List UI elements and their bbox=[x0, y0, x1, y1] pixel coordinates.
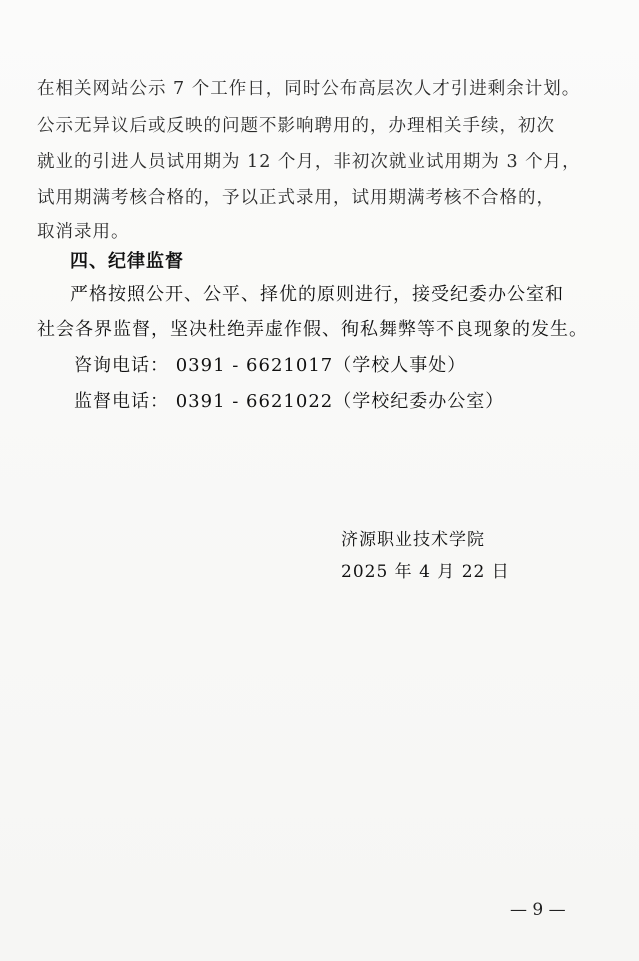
body-line-3: 就业的引进人员试用期为 12 个月，非初次就业试用期为 3 个月， bbox=[37, 152, 581, 172]
supervise-phone: 监督电话： 0391 - 6621022（学校纪委办公室） bbox=[74, 391, 505, 412]
body-line-2: 公示无异议后或反映的问题不影响聘用的，办理相关手续，初次 bbox=[37, 116, 555, 136]
body-line-4: 试用期满考核合格的，予以正式录用，试用期满考核不合格的， bbox=[37, 188, 555, 208]
page-number: — 9 — bbox=[510, 900, 566, 920]
section-heading: 四、纪律监督 bbox=[70, 251, 184, 272]
body-line-1: 在相关网站公示 7 个工作日，同时公布高层次人才引进剩余计划。 bbox=[37, 79, 581, 99]
section-paragraph-line-1: 严格按照公开、公平、择优的原则进行，接受纪委办公室和 bbox=[70, 284, 564, 305]
section-paragraph-line-2: 社会各界监督，坚决杜绝弄虚作假、徇私舞弊等不良现象的发生。 bbox=[37, 319, 588, 340]
body-line-5: 取消录用。 bbox=[37, 222, 130, 242]
consult-phone: 咨询电话： 0391 - 6621017（学校人事处） bbox=[74, 355, 467, 376]
signature-date: 2025 年 4 月 22 日 bbox=[341, 562, 510, 582]
signature-organization: 济源职业技术学院 bbox=[341, 530, 485, 550]
